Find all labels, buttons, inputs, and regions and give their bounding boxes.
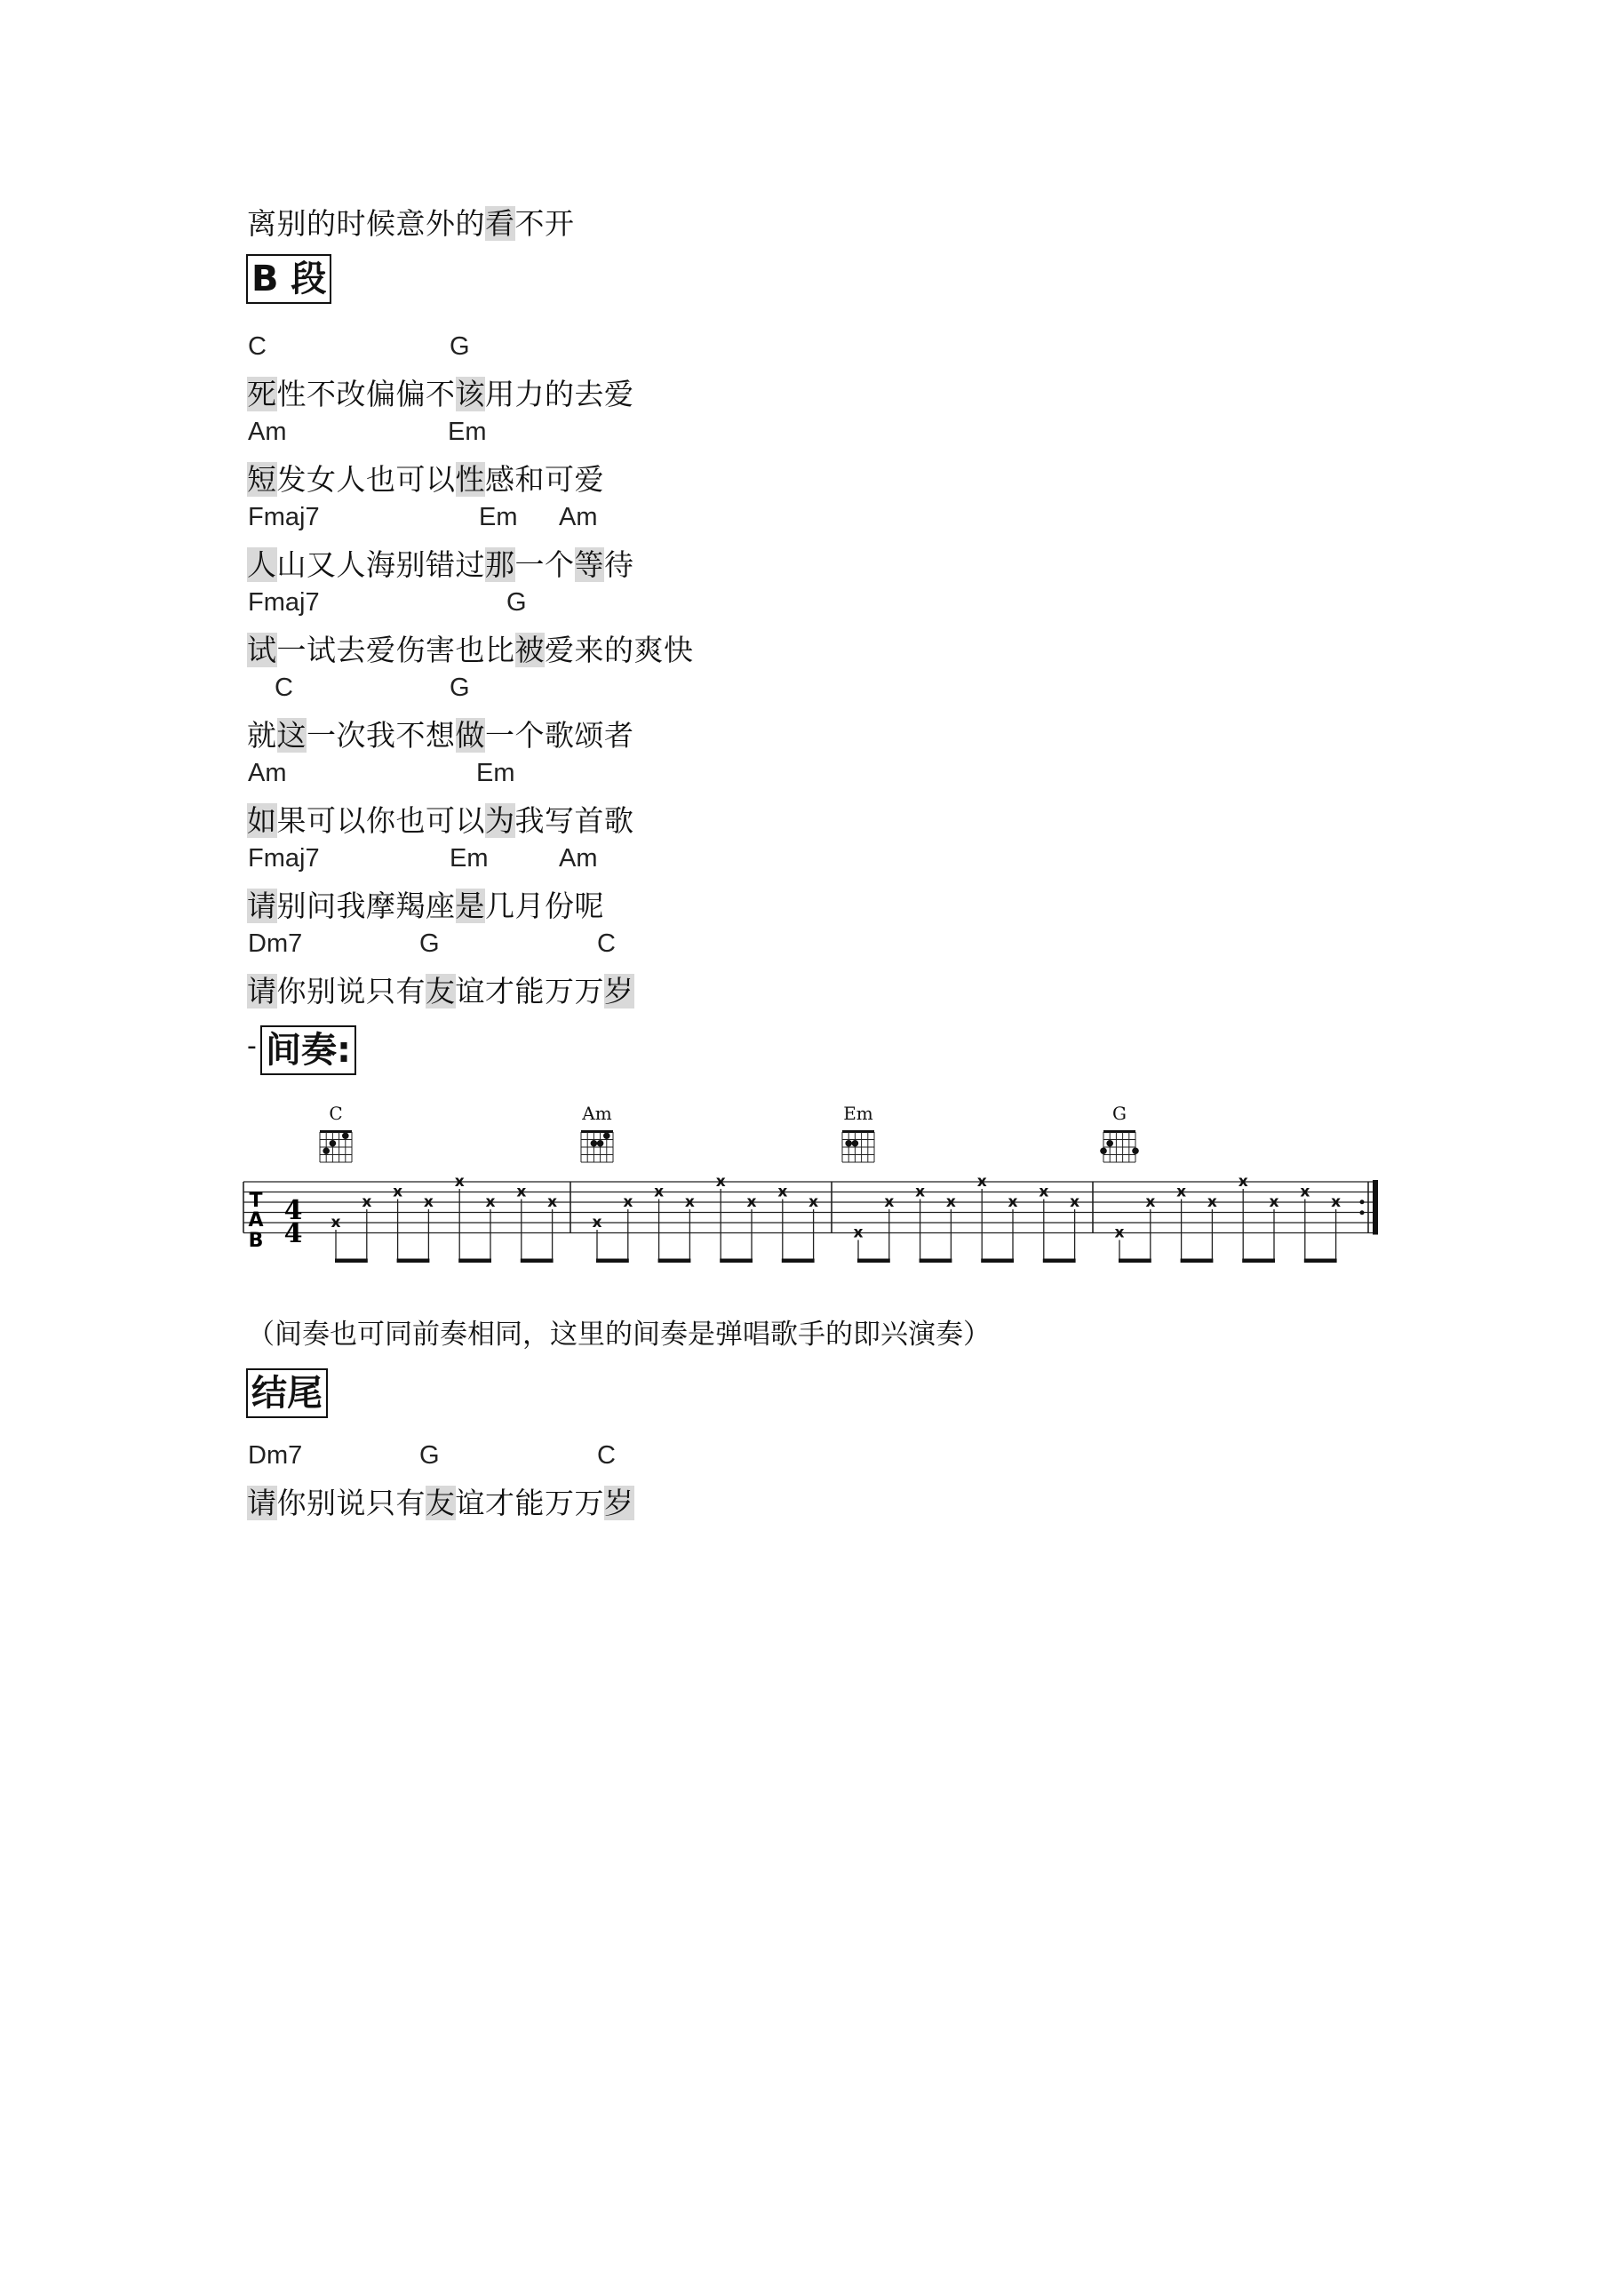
tab-note: x: [945, 1193, 956, 1211]
section-b-heading: B 段: [246, 254, 331, 304]
beam: [720, 1259, 753, 1264]
lyric-line: 如果可以你也可以为我写首歌: [247, 803, 634, 838]
beam: [857, 1259, 890, 1264]
chord-label: G: [506, 588, 527, 617]
tab-note: x: [331, 1214, 341, 1232]
chord-diagram-name: Em: [843, 1103, 873, 1124]
chord-label: C: [275, 674, 293, 702]
beam: [920, 1259, 952, 1264]
tab-note: x: [393, 1183, 403, 1201]
chord-dot: [845, 1140, 852, 1147]
beam: [1119, 1259, 1151, 1264]
chord-dot: [1132, 1147, 1139, 1154]
beam: [1304, 1259, 1337, 1264]
tab-note: x: [915, 1183, 926, 1201]
chord-diagram-name: Am: [582, 1103, 612, 1124]
chord-label: Am: [248, 759, 287, 787]
tab-note: x: [1145, 1193, 1156, 1211]
section-ending-heading: 结尾: [246, 1368, 328, 1418]
tab-note: x: [516, 1183, 527, 1201]
tab-note: x: [777, 1183, 788, 1201]
chord-label: C: [248, 332, 267, 361]
beam: [658, 1259, 691, 1264]
repeat-dot: [1360, 1210, 1365, 1215]
tab-note: x: [423, 1193, 434, 1211]
chord-nut: [842, 1130, 874, 1133]
chord-label: G: [419, 929, 440, 958]
tab-note: x: [853, 1224, 864, 1242]
chord-label: Fmaj7: [248, 844, 320, 873]
tab-clef-b: B: [248, 1230, 264, 1252]
tab-note: x: [1269, 1193, 1279, 1211]
chord-diagrams: [320, 1103, 1139, 1162]
tab-note: x: [623, 1193, 633, 1211]
tab-note: x: [547, 1193, 558, 1211]
chord-label: Fmaj7: [248, 588, 320, 617]
chord-dot: [330, 1140, 337, 1147]
tab-note: x: [1114, 1224, 1125, 1242]
repeat-dot: [1360, 1200, 1365, 1204]
chord-dot: [1100, 1147, 1107, 1154]
chord-label: Em: [450, 844, 489, 873]
tab-note: x: [1176, 1183, 1187, 1201]
chord-label: Em: [476, 759, 515, 787]
lyric-text: 不开: [514, 206, 575, 241]
lyric-line: 短发女人也可以性感和可爱: [247, 462, 604, 497]
chord-label: Em: [448, 418, 487, 446]
lyric-text: 离别的时候意外的: [247, 206, 485, 241]
section-interlude-heading: 间奏:: [260, 1025, 356, 1075]
chord-diagram: [1100, 1103, 1139, 1162]
lyric-line: 请你别说只有友谊才能万万岁: [247, 974, 634, 1008]
tab-clef: [248, 1190, 302, 1252]
chord-dot: [852, 1140, 859, 1147]
chord-label: Am: [559, 844, 598, 873]
chord-label: G: [450, 674, 470, 702]
tab-clef-t: T: [249, 1190, 263, 1212]
tab-note: x: [654, 1183, 665, 1201]
chord-dot: [1106, 1140, 1113, 1147]
lyric-line: 请别问我摩羯座是几月份呢: [247, 889, 604, 923]
interlude-note: （间奏也可同前奏相同，这里的间奏是弹唱歌手的即兴演奏）: [247, 1319, 991, 1351]
interlude-tab-staff: [0, 1093, 1617, 1297]
beam: [1181, 1259, 1214, 1264]
tab-note: x: [1300, 1183, 1310, 1201]
tab-note: x: [362, 1193, 372, 1211]
chord-dot: [323, 1147, 330, 1154]
lyric-line-ending: 请你别说只有友谊才能万万岁: [247, 1486, 634, 1520]
tab-note: x: [592, 1214, 602, 1232]
chord-diagram: [320, 1103, 352, 1162]
chord-label: Em: [479, 503, 518, 531]
chord-nut: [581, 1130, 613, 1133]
tab-note: x: [808, 1193, 819, 1211]
chord-label: G: [419, 1441, 440, 1470]
tab-note: x: [1039, 1183, 1049, 1201]
tab-notes: [331, 1173, 1342, 1263]
chord-dot: [591, 1140, 598, 1147]
tab-note: x: [684, 1193, 695, 1211]
chord-diagram-name: C: [329, 1103, 343, 1124]
chord-label: Dm7: [248, 1441, 303, 1470]
beam: [335, 1259, 368, 1264]
tab-note: x: [746, 1193, 757, 1211]
time-signature-bottom: 4: [283, 1218, 303, 1249]
lyric-line: 人山又人海别错过那一个等待: [247, 547, 634, 582]
beam: [397, 1259, 430, 1264]
beam: [521, 1259, 554, 1264]
tab-note: x: [485, 1193, 496, 1211]
chord-label: Fmaj7: [248, 503, 320, 531]
chord-label: C: [597, 929, 616, 958]
beam: [782, 1259, 815, 1264]
lyric-line: 就这一次我不想做一个歌颂者: [247, 718, 634, 753]
chord-label: Am: [248, 418, 287, 446]
lyric-line: 试一试去爱伤害也比被爱来的爽快: [247, 633, 694, 667]
chord-label: G: [450, 332, 470, 361]
chord-dot: [603, 1132, 610, 1139]
barline-end-thick: [1373, 1180, 1378, 1235]
beam: [458, 1259, 491, 1264]
chord-label: Am: [559, 503, 598, 531]
chord-diagram: [581, 1103, 613, 1162]
chord-diagram-name: G: [1112, 1103, 1127, 1124]
tab-note: x: [1331, 1193, 1342, 1211]
beam: [1043, 1259, 1076, 1264]
beam: [981, 1259, 1014, 1264]
lyric-highlight: 看: [485, 206, 515, 241]
lyric-line: 死性不改偏偏不该用力的去爱: [247, 377, 634, 411]
tab-note: x: [1207, 1193, 1217, 1211]
tab-note: x: [1238, 1173, 1248, 1191]
tab-note: x: [1008, 1193, 1018, 1211]
chord-nut: [1103, 1130, 1135, 1133]
tab-clef-a: A: [248, 1209, 264, 1232]
chord-label: C: [597, 1441, 616, 1470]
chord-diagram: [842, 1103, 874, 1162]
tab-note: x: [454, 1173, 465, 1191]
chord-label: Dm7: [248, 929, 303, 958]
beam: [1242, 1259, 1275, 1264]
chord-nut: [320, 1130, 352, 1133]
chord-dot: [597, 1140, 604, 1147]
tab-note: x: [1070, 1193, 1080, 1211]
tab-note: x: [976, 1173, 987, 1191]
beam: [596, 1259, 629, 1264]
lyric-line-intro: [247, 201, 575, 243]
interlude-prefix: -: [247, 1031, 257, 1062]
tab-note: x: [715, 1173, 726, 1191]
chord-dot: [342, 1132, 349, 1139]
time-signature-top: 4: [283, 1195, 303, 1226]
tab-note: x: [884, 1193, 895, 1211]
